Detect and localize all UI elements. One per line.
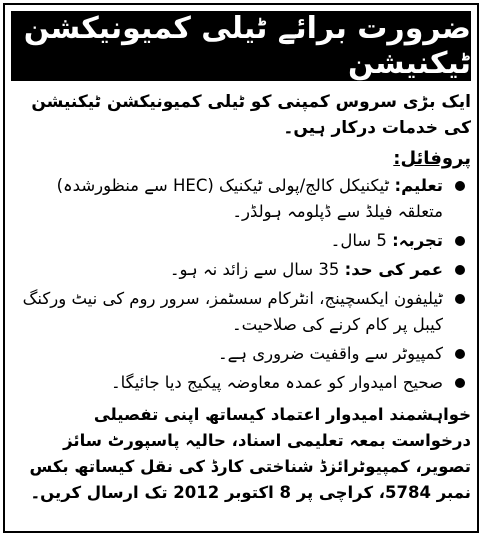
bullet-icon xyxy=(455,349,465,359)
requirement-item xyxy=(13,257,471,283)
bullet-icon xyxy=(455,378,465,388)
requirement-label: عمر کی حد: xyxy=(344,260,443,279)
requirement-text: ٹیلیفون ایکسچینج، انٹرکام سسٹمز، سرور روم کی نیٹ ورکنگ کیبل پر کام کرنے کی صلاحیت۔ xyxy=(22,289,443,334)
requirement-item xyxy=(13,286,471,338)
bullet-icon xyxy=(455,181,465,191)
ad-title-banner xyxy=(11,11,471,81)
application-instructions: خواہشمند امیدوار اعتماد کیساتھ اپنی تفصیلی درخواست بمعہ تعلیمی اسناد، حالیہ پاسپورٹ سائز تصویر، کمپیوٹرائزڈ شناختی کارڈ کی نقل کیساتھ بکس نمبر 5784، کراچی پر 8 اکتوبر 2012 تک ارسال کریں۔ xyxy=(29,405,471,502)
bullet-icon xyxy=(455,265,465,275)
intro-text: ایک بڑی سروس کمپنی کو ٹیلی کمیونیکشن ٹیکنیشن کی خدمات درکار ہیں۔ xyxy=(31,92,471,138)
requirement-item xyxy=(13,370,471,396)
bullet-icon xyxy=(455,294,465,304)
bullet-icon xyxy=(455,236,465,246)
requirement-label: تعلیم: xyxy=(394,176,443,195)
job-advertisement xyxy=(3,3,479,533)
requirements-list xyxy=(13,173,471,396)
requirement-text: 35 سال سے زائد نہ ہو۔ xyxy=(169,260,340,279)
requirement-item xyxy=(13,228,471,254)
ad-body xyxy=(13,89,471,529)
requirement-item xyxy=(13,173,471,225)
requirement-text: کمپیوٹر سے واقفیت ضروری ہے۔ xyxy=(218,344,443,363)
requirement-text: صحیح امیدوار کو عمدہ معاوضہ پیکیج دیا جائیگا۔ xyxy=(110,373,443,392)
requirement-label: تجربہ: xyxy=(392,231,443,250)
requirement-text: ٹیکنیکل کالج/پولی ٹیکنیک (HEC سے منظورشدہ) متعلقہ فیلڈ سے ڈپلومہ ہولڈر۔ xyxy=(56,176,443,221)
requirement-item xyxy=(13,341,471,367)
requirement-text: 5 سال۔ xyxy=(330,231,387,250)
ad-title: ضرورت برائے ٹیلی کمیونیکشن ٹیکنیشن xyxy=(23,11,471,81)
profile-heading: پروفائل: xyxy=(393,148,471,169)
